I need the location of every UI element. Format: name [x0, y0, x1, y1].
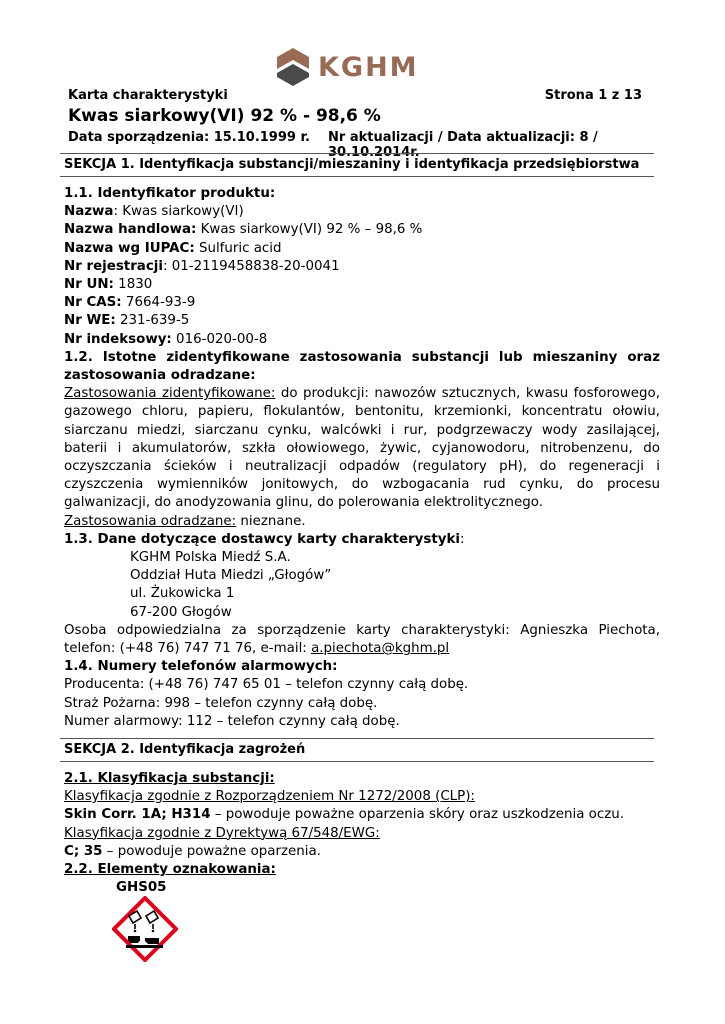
email-link[interactable]: a.piechota@kghm.pl [311, 641, 450, 657]
heading-1-1: 1.1. Identyfikator produktu: [64, 186, 276, 201]
field-nazwa: Nazwa: Kwas siarkowy(VI) [64, 204, 244, 220]
supplier-line: ul. Żukowicka 1 [130, 586, 235, 602]
supplier-line: Oddział Huta Miedzi „Głogów” [130, 568, 332, 584]
skin-corr: Skin Corr. 1A; H314 – powoduje poważne oparzenia skóry oraz uszkodzenia oczu. [64, 807, 625, 823]
field-un: Nr UN: 1830 [64, 277, 153, 293]
phone-producer: Producenta: (+48 76) 747 65 01 – telefon czynny całą dobę. [64, 677, 469, 693]
kghm-logo [276, 46, 419, 88]
update-info: Nr aktualizacji / Data aktualizacji: 8 / 30.10.2014r. [328, 130, 598, 160]
logo-text: KGHM [318, 51, 419, 83]
field-nazwa-handlowa: Nazwa handlowa: Kwas siarkowy(VI) 92 % – 98,6 % [64, 222, 423, 238]
divider [60, 738, 654, 739]
c35: C; 35 – powoduje poważne oparzenia. [64, 843, 321, 859]
kghm-hexagon-icon [276, 47, 310, 87]
field-cas: Nr CAS: 7664-93-9 [64, 295, 196, 311]
phone-emergency: Numer alarmowy: 112 – telefon czynny całą dobę. [64, 713, 400, 729]
divider [60, 153, 654, 154]
page-number: Strona 1 z 13 [544, 88, 642, 103]
heading-2-2: 2.2. Elementy oznakowania: [64, 862, 276, 878]
heading-2-1: 2.1. Klasyfikacja substancji: [64, 771, 275, 786]
field-iupac: Nazwa wg IUPAC: Sulfuric acid [64, 240, 282, 256]
date-prepared: Data sporządzenia: 15.10.1999 r. [68, 130, 310, 145]
directive-classification: Klasyfikacja zgodnie z Dyrektywą 67/548/EWG: [64, 825, 380, 841]
header-row-1 [68, 88, 654, 103]
doc-type: Karta charakterystyki [68, 88, 228, 103]
header-row-3 [68, 130, 654, 160]
section-2-content [64, 770, 660, 897]
divider [60, 176, 654, 177]
field-rejestracja: Nr rejestracji: 01-2119458838-20-0041 [64, 258, 340, 274]
uses-identified: Zastosowania zidentyfikowane: do produkcji: nawozów sztucznych, kwasu fosforowego, gazowego chloru, papieru, flokulantów, bentonitu, krzemionki, koncentratu ołowiu, siarczanu miedzi, siarczanu cynku, walcówki i rur, podgrzewaczy wody zasilającej, baterii i akumulatorów, szkła ołowiowego, żywic, cyjanowodoru, nitrobenzenu, do oczyszczania ścieków i neutralizacji odpadów (regulatory pH), do regeneracji i czyszczenia wymienników jonitowych, do wzbogacania rud cynku, do procesu galwanizacji, do anodyzowania glinu, do polerowania elektrolitycznego. [64, 386, 660, 511]
product-title: Kwas siarkowy(VI) 92 % - 98,6 % [68, 106, 381, 126]
phone-fire: Straż Pożarna: 998 – telefon czynny całą dobę. [64, 695, 378, 711]
field-we: Nr WE: 231-639-5 [64, 313, 190, 329]
supplier-line: KGHM Polska Miedź S.A. [130, 550, 291, 566]
responsible-person: Osoba odpowiedzialna za sporządzenie karty charakterystyki: Agnieszka Piechota, telefon: (+48 76) 747 71 76, e-mail: a.piechota@kghm.pl [64, 622, 660, 657]
ghs-label: GHS05 [116, 880, 167, 896]
divider [60, 761, 654, 762]
uses-advised-against: Zastosowania odradzane: nieznane. [64, 513, 306, 529]
section-2-title: SEKCJA 2. Identyfikacja zagrożeń [64, 742, 306, 757]
clp-classification: Klasyfikacja zgodnie z Rozporządzeniem Nr 1272/2008 (CLP): [64, 789, 475, 805]
field-indeksowy: Nr indeksowy: 016-020-00-8 [64, 331, 268, 347]
ghs05-corrosion-icon [112, 896, 178, 966]
heading-1-4: 1.4. Numery telefonów alarmowych: [64, 659, 338, 675]
section-1-title: SEKCJA 1. Identyfikacja substancji/mieszaniny i identyfikacja przedsiębiorstwa [64, 157, 640, 172]
supplier-line: 67-200 Głogów [130, 604, 232, 620]
heading-1-3: 1.3. Dane dotyczące dostawcy karty charakterystyki: [64, 531, 465, 547]
section-1-content [64, 185, 660, 731]
heading-1-2: 1.2. Istotne zidentyfikowane zastosowania substancji lub mieszaniny oraz zastosowania odradzane: [64, 349, 660, 384]
